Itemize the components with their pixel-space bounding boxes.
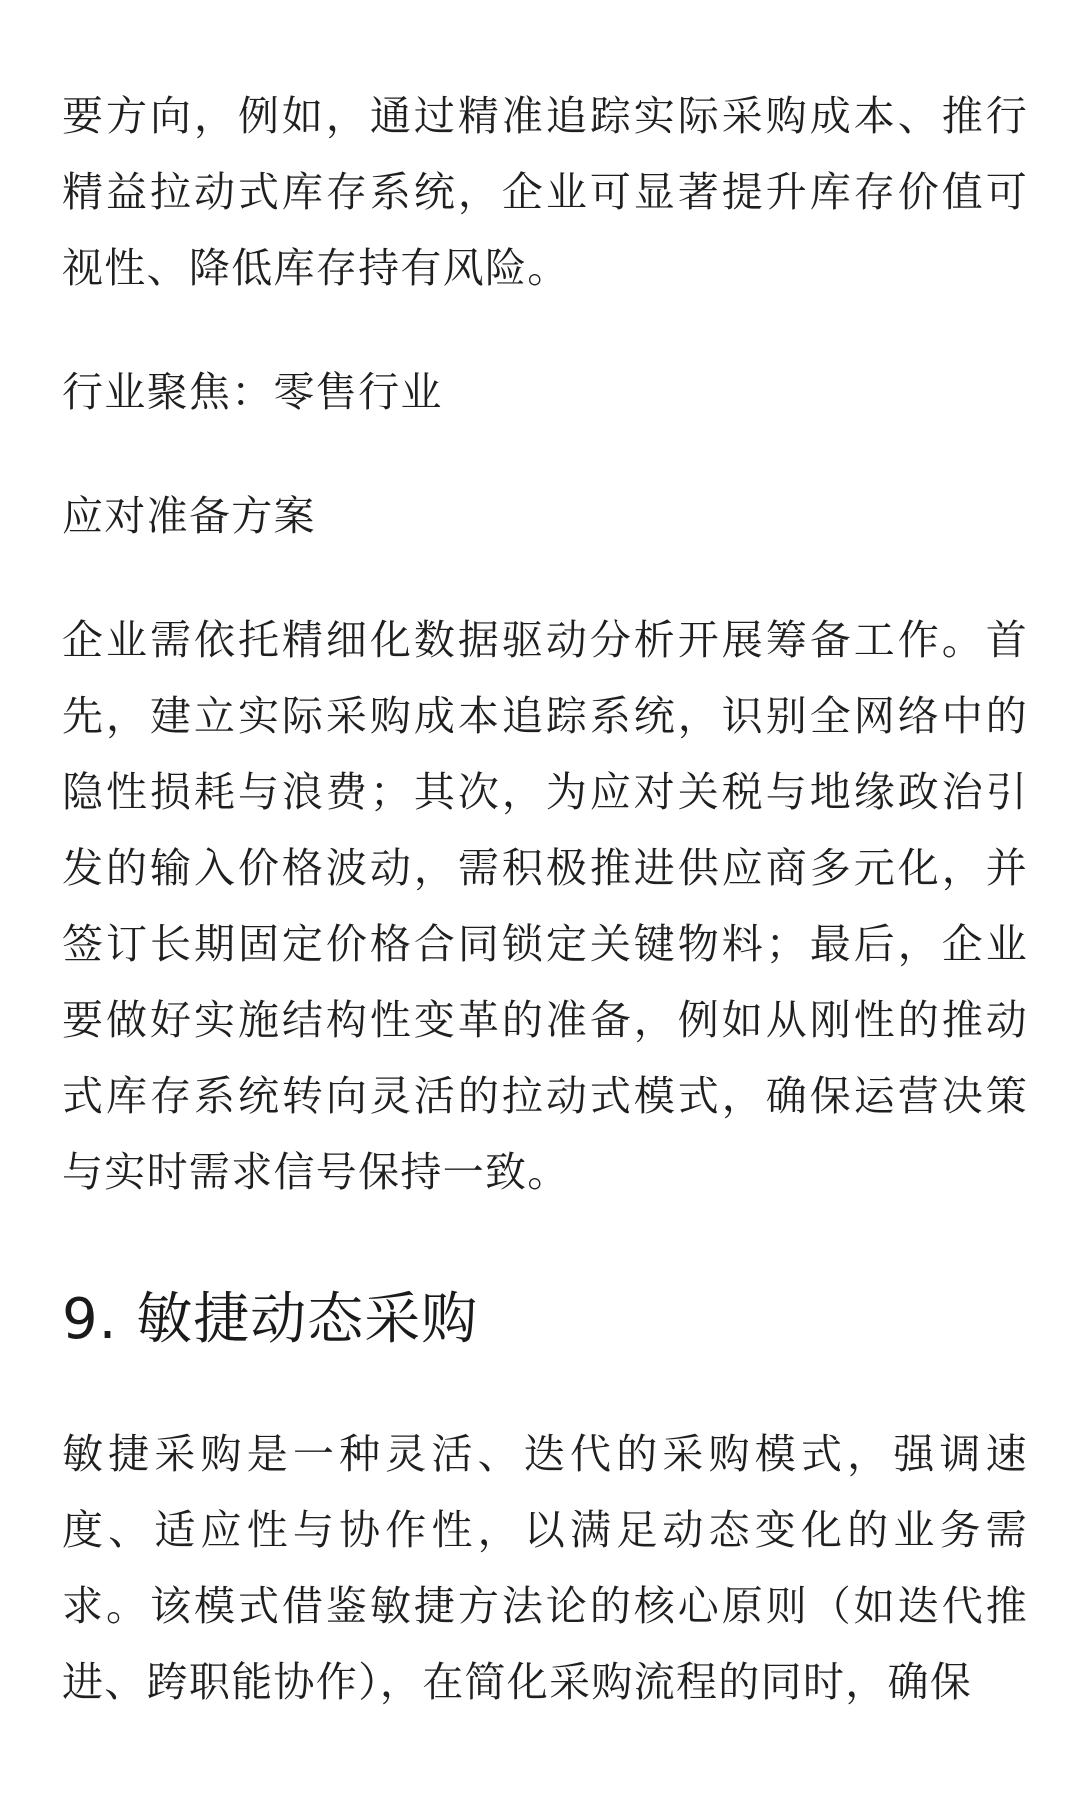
industry-focus-label: 行业聚焦：零售行业 — [62, 368, 443, 416]
preparation-subtitle: 应对准备方案 — [62, 492, 316, 540]
paragraph-agile-procurement: 敏捷采购是一种灵活、迭代的采购模式，强调速度、适应性与协作性，以满足动态变化的业务需求。该模式借鉴敏捷方法论的核心原则（如迭代推进、跨职能协作），在简化采购流程的同时，确保 — [62, 1430, 1028, 1706]
section-heading: 9. 敏捷动态采购 — [62, 1287, 479, 1352]
paragraph-preparation: 企业需依托精细化数据驱动分析开展筹备工作。首先，建立实际采购成本追踪系统，识别全网络中的隐性损耗与浪费；其次，为应对关税与地缘政治引发的输入价格波动，需积极推进供应商多元化，并签订长期固定价格合同锁定关键物料；最后，企业要做好实施结构性变革的准备，例如从刚性的推动式库存系统转向灵活的拉动式模式，确保运营决策与实时需求信号保持一致。 — [62, 616, 1028, 1196]
paragraph-intro-tail: 要方向，例如，通过精准追踪实际采购成本、推行精益拉动式库存系统，企业可显著提升库存价值可视性、降低库存持有风险。 — [62, 92, 1028, 292]
article-body — [62, 78, 1028, 1720]
